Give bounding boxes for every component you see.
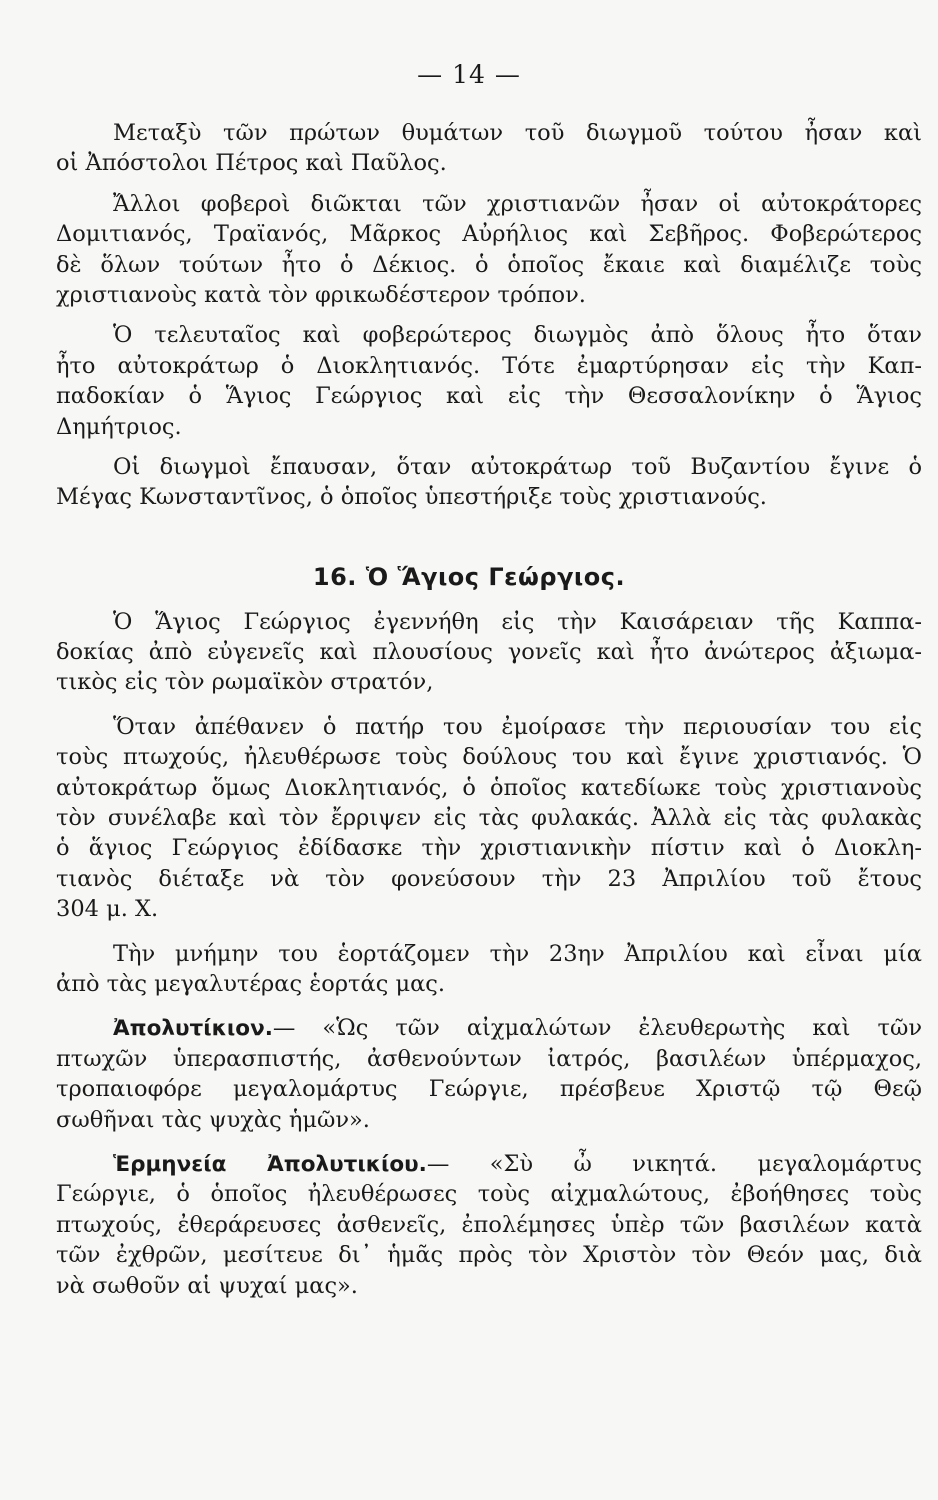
apolytikion-paragraph <box>56 1013 922 1135</box>
text-line: παδοκίαν ὁ Ἅγιος Γεώργιος καὶ εἰς τὴν Θεσσαλονίκην ὁ Ἅγιος <box>56 383 922 410</box>
hermeneia-label: Ἑρμηνεία Ἀπολυτικίου. <box>113 1151 427 1177</box>
text-line: τιανὸς διέταξε νὰ τὸν φονεύσουν τὴν 23 Ἀπριλίου τοῦ ἔτους <box>56 865 922 892</box>
paragraph-5 <box>56 607 922 698</box>
text-line: Τὴν μνήμην του ἑορτάζομεν τὴν 23ην Ἀπριλίου καὶ εἶναι μία <box>113 940 922 967</box>
text-line: αὐτοκράτωρ ὅμως Διοκλητιανός, ὁ ὁποῖος κατεδίωκε τοὺς χριστιανοὺς <box>56 774 922 801</box>
text-line: δὲ ὅλων τούτων ἦτο ὁ Δέκιος. ὁ ὁποῖος ἔκαιε καὶ διαμέλιζε τοὺς <box>56 251 922 278</box>
text-line: Ὅταν ἀπέθανεν ὁ πατήρ του ἐμοίρασε τὴν περιουσίαν του εἰς <box>113 713 922 740</box>
text-line: σωθῆναι τὰς ψυχὰς ἡμῶν». <box>56 1106 370 1133</box>
text-line: Ὁ τελευταῖος καὶ φοβερώτερος διωγμὸς ἀπὸ ὅλους ἦτο ὅταν <box>113 322 922 349</box>
text-line: νὰ σωθοῦν αἱ ψυχαί μας». <box>56 1272 358 1299</box>
text-line <box>56 1013 922 1043</box>
hermeneia-first-line: — «Σὺ ὦ νικητά. μεγαλομάρτυς <box>426 1150 922 1177</box>
text-line: Γεώργιε, ὁ ὁποῖος ἠλευθέρωσες τοὺς αἰχμαλώτους, ἐβοήθησες τοὺς <box>56 1181 922 1208</box>
text-line: Ἄλλοι φοβεροὶ διῶκται τῶν χριστιανῶν ἦσαν οἱ αὐτοκράτορες <box>113 190 922 217</box>
page-number: — 14 — <box>417 60 521 89</box>
text-line: Δομιτιανός, Τραϊανός, Μᾶρκος Αὐρήλιος καὶ Σεβῆρος. Φοβερώτερος <box>56 221 922 248</box>
text-line: τοὺς πτωχούς, ἠλευθέρωσε τοὺς δούλους του καὶ ἔγινε χριστιανός. Ὁ <box>56 744 922 771</box>
text-line: τῶν ἐχθρῶν, μεσίτευε δι᾽ ἡμᾶς πρὸς τὸν Χριστὸν τὸν Θεόν μας, διὰ <box>56 1242 922 1269</box>
text-line: δοκίας ἀπὸ εὐγενεῖς καὶ πλουσίους γονεῖς καὶ ἦτο ἀνώτερος ἀξιωμα- <box>56 639 922 666</box>
text-line: πτωχούς, ἐθεράρευσες ἀσθενεῖς, ἐπολέμησες ὑπὲρ τῶν βασιλέων κατὰ <box>56 1211 922 1238</box>
paragraph-3 <box>56 320 922 442</box>
text-line: 304 μ. Χ. <box>56 896 159 923</box>
page-body <box>56 118 922 1301</box>
text-line: Οἱ διωγμοὶ ἔπαυσαν, ὅταν αὐτοκράτωρ τοῦ Βυζαντίου ἔγινε ὁ <box>113 453 922 480</box>
text-line: ἀπὸ τὰς μεγαλυτέρας ἑορτάς μας. <box>56 970 446 997</box>
text-line: τροπαιοφόρε μεγαλομάρτυς Γεώργιε, πρέσβευε Χριστῷ τῷ Θεῷ <box>56 1076 922 1103</box>
text-line: Μεταξὺ τῶν πρώτων θυμάτων τοῦ διωγμοῦ τούτου ἦσαν καὶ <box>113 120 922 146</box>
text-line: χριστιανοὺς κατὰ τὸν φρικωδέστερον τρόπον. <box>56 281 586 308</box>
text-line: τικὸς εἰς τὸν ρωμαϊκὸν στρατόν, <box>56 669 434 696</box>
text-line: Μέγας Κωνσταντῖνος, ὁ ὁποῖος ὑπεστήριξε τοὺς χριστιανούς. <box>56 484 767 511</box>
hermeneia-paragraph <box>56 1149 922 1301</box>
apolytikion-first-line: — «Ὡς τῶν αἰχμαλώτων ἐλευθερωτὴς καὶ τῶν <box>272 1015 922 1042</box>
apolytikion-label: Ἀπολυτίκιον. <box>113 1016 273 1042</box>
paragraph-7 <box>56 939 922 1000</box>
text-line: πτωχῶν ὑπερασπιστής, ἀσθενούντων ἰατρός, βασιλέων ὑπέρμαχος, <box>56 1045 922 1072</box>
paragraph-6 <box>56 712 922 925</box>
text-line: Δημήτριος. <box>56 413 182 440</box>
paragraph-1 <box>56 118 922 179</box>
section-heading: 16. Ὁ Ἅγιος Γεώργιος. <box>312 562 626 591</box>
text-line: τὸν συνέλαβε καὶ τὸν ἔρριψεν εἰς τὰς φυλακάς. Ἀλλὰ εἰς τὰς φυλακὰς <box>56 805 922 832</box>
text-line: ἦτο αὐτοκράτωρ ὁ Διοκλητιανός. Τότε ἐμαρτύρησαν εἰς τὴν Καπ- <box>56 352 922 379</box>
paragraph-2 <box>56 189 922 311</box>
text-line <box>56 1149 922 1179</box>
text-line: ὁ ἅγιος Γεώργιος ἐδίδασκε τὴν χριστιανικὴν πίστιν καὶ ὁ Διοκλη- <box>56 835 922 862</box>
text-line: οἱ Ἀπόστολοι Πέτρος καὶ Παῦλος. <box>56 150 447 177</box>
text-line: Ὁ Ἅγιος Γεώργιος ἐγεννήθη εἰς τὴν Καισάρειαν τῆς Καππα- <box>113 608 922 635</box>
paragraph-4 <box>56 452 922 513</box>
